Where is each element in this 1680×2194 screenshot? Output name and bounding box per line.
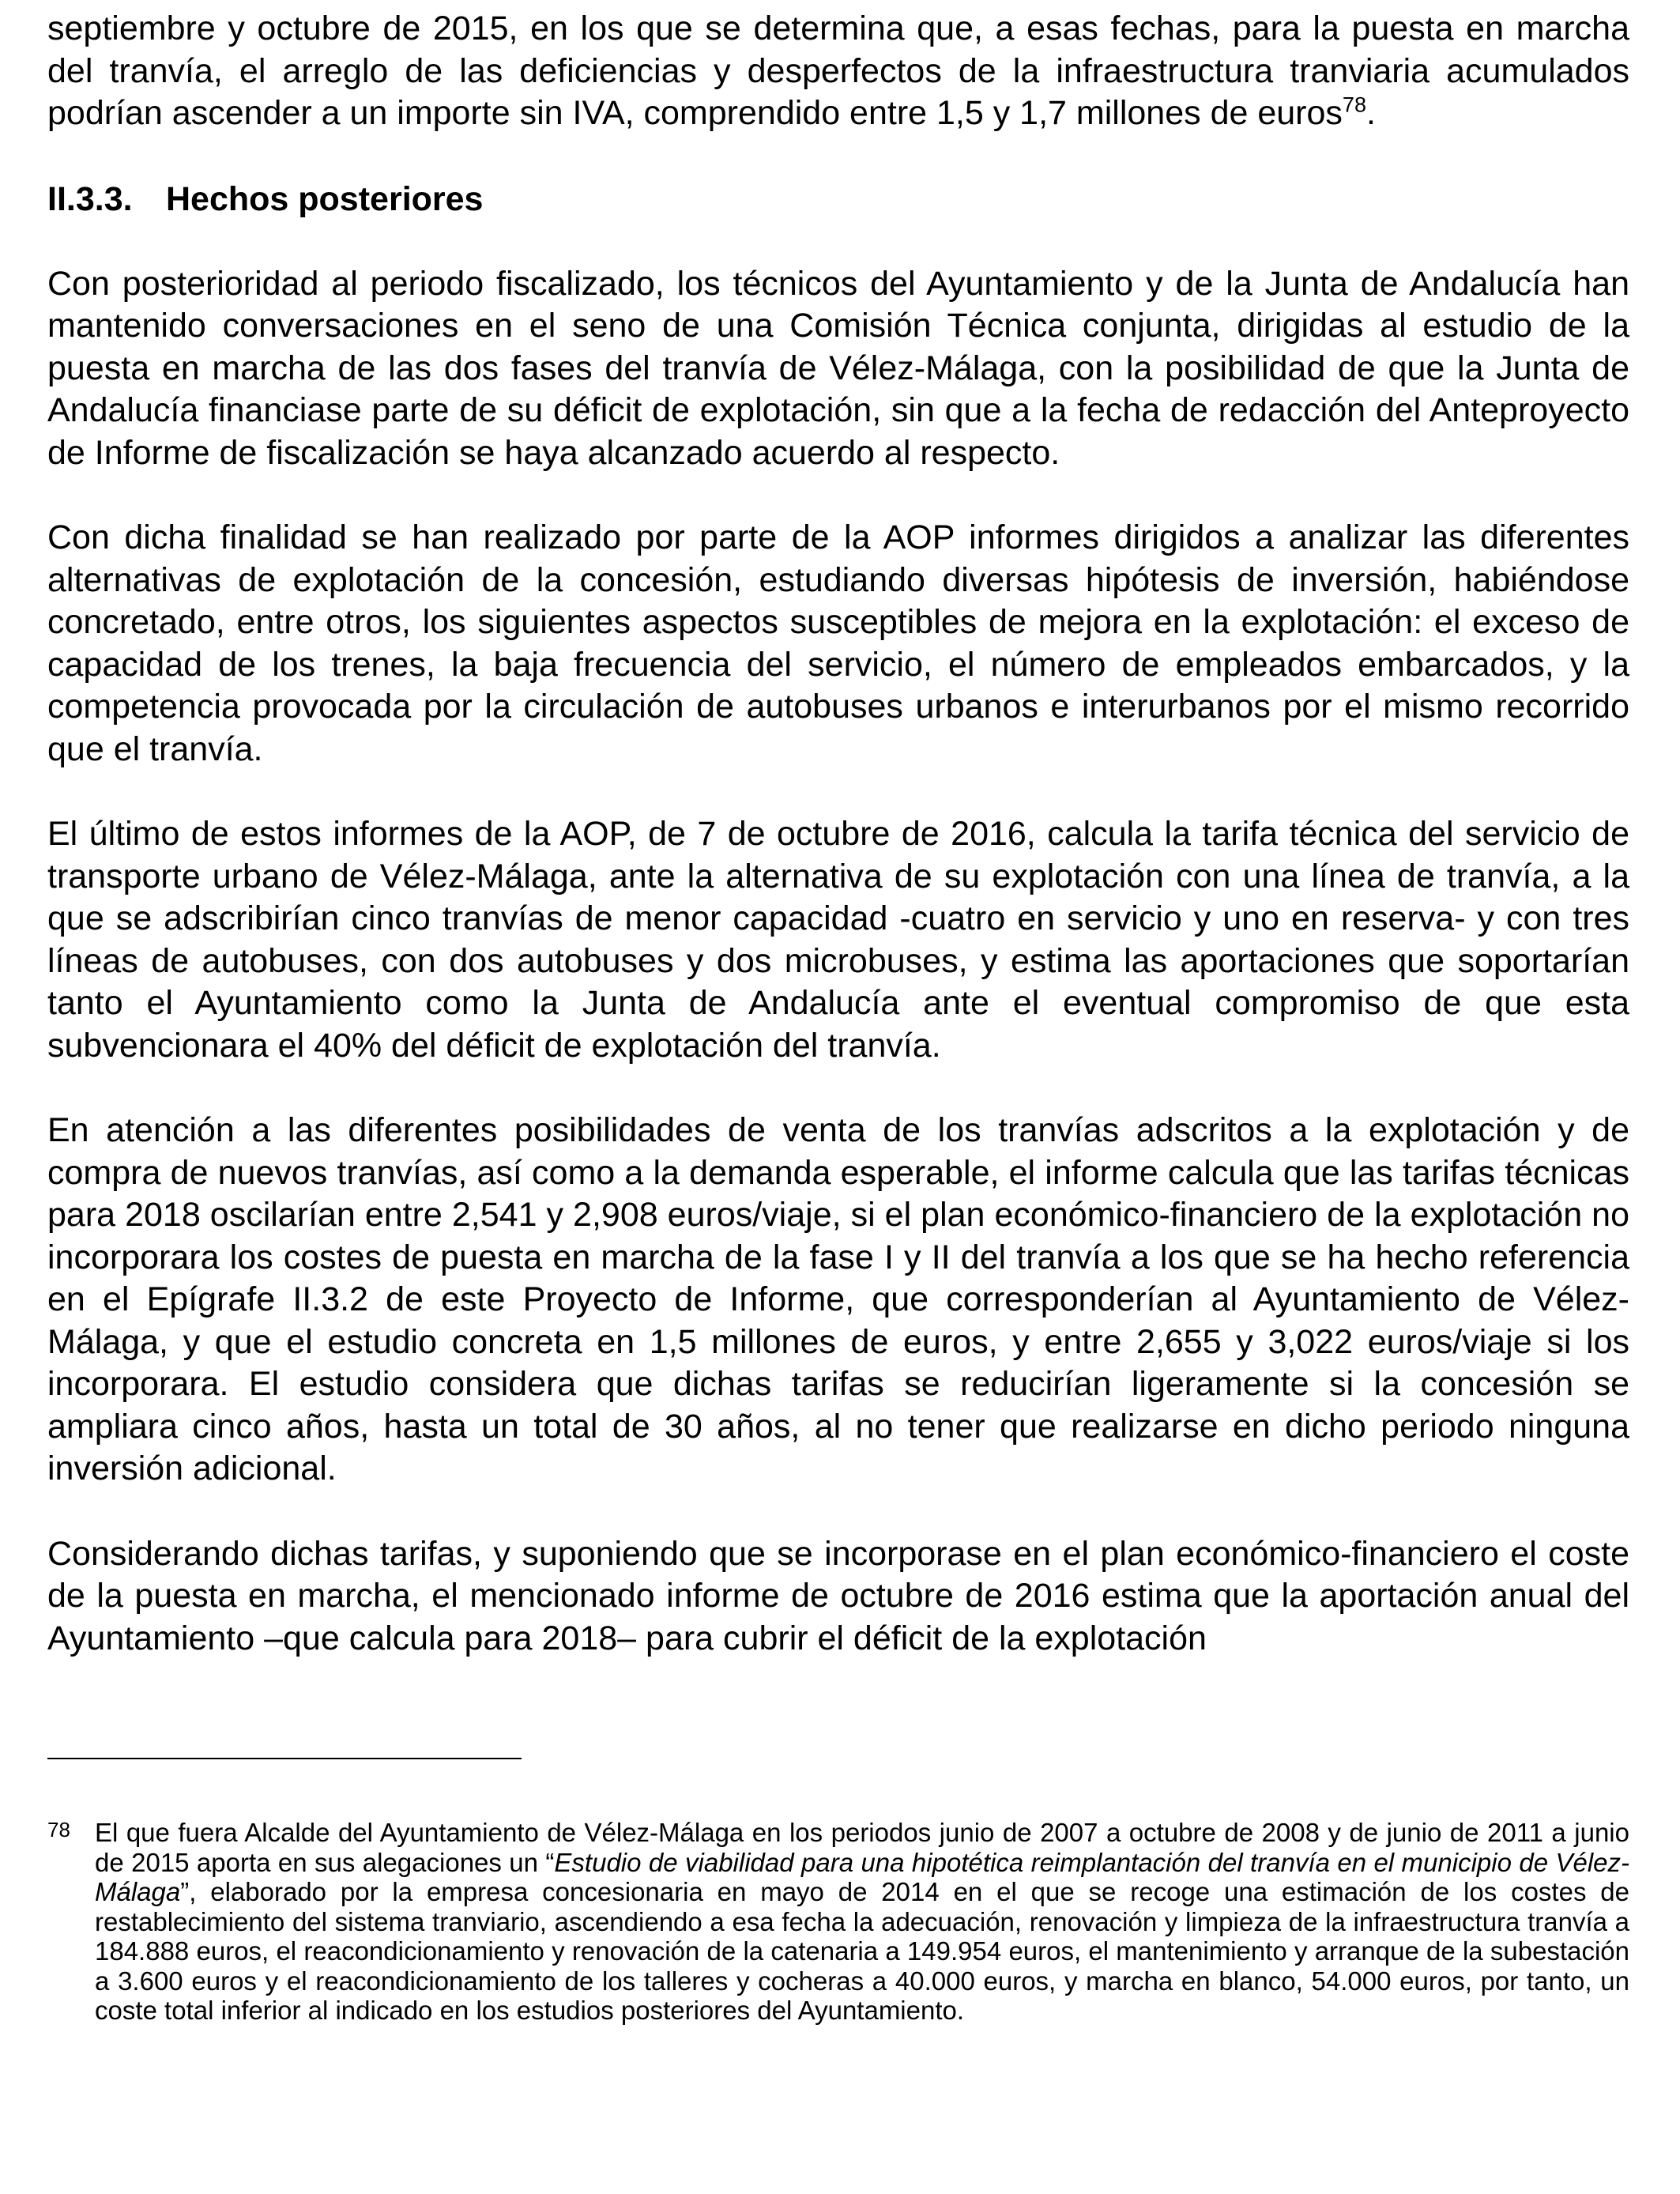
paragraph: Considerando dichas tarifas, y suponiendo que se incorporase en el plan económico-financiero el coste de la puesta en marcha, el mencionado informe de octubre de 2016 estima que la aportación anual del Ayuntamiento –que calcula para 2018– para cubrir el déficit de la explotación: [47, 1534, 1629, 1657]
footnote-text: [95, 1818, 1629, 2026]
paragraph: Con posterioridad al periodo fiscalizado, los técnicos del Ayuntamiento y de la Junta de Andalucía han mantenido conversaciones en el seno de una Comisión Técnica conjunta, dirigidas al estudio de la puesta en marcha de las dos fases del tranvía de Vélez-Málaga, con la posibilidad de que la Junta de Andalucía financiase parte de su déficit de explotación, sin que a la fecha de redacción del Anteproyecto de Informe de fiscalización se haya alcanzado acuerdo al respecto.: [47, 264, 1629, 472]
footnote-study-title: Estudio de viabilidad para una hipotética reimplantación del tranvía en el municipio de Vélez-Málaga: [95, 1847, 1629, 1906]
paragraph: Con dicha finalidad se han realizado por parte de la AOP informes dirigidos a analizar las diferentes alternativas de explotación de la concesión, estudiando diversas hipótesis de inversión, habiéndose concretado, entre otros, los siguientes aspectos susceptibles de mejora en la explotación: el exceso de capacidad de los trenes, la baja frecuencia del servicio, el número de empleados embarcados, y la competencia provocada por la circulación de autobuses urbanos e interurbanos por el mismo recorrido que el tranvía.: [47, 518, 1629, 768]
section-heading: [47, 178, 1629, 221]
section-title: Hechos posteriores: [166, 179, 484, 218]
footnote-area: [47, 1758, 1629, 2026]
paragraph-continuation-text: septiembre y octubre de 2015, en los que se determina que, a esas fechas, para la puesta en marcha del tranvía, el arreglo de las deficiencias y desperfectos de la infraestructura tranviaria acumulados podrían ascender a un importe sin IVA, comprendido entre 1,5 y 1,7 millones de euros: [47, 9, 1629, 132]
footnote-text-after: ”, elaborado por la empresa concesionaria en mayo de 2014 en el que se recoge una estimación de los costes de restablecimiento del sistema tranviario, ascendiendo a esa fecha la adecuación, renovación y limpieza de la infraestructura tranvía a 184.888 euros, el reacondicionamiento y renovación de la catenaria a 149.954 euros, el mantenimiento y arranque de la subestación a 3.600 euros y el reacondicionamiento de los talleres y cocheras a 40.000 euros, y marcha en blanco, 54.000 euros, por tanto, un coste total inferior al indicado en los estudios posteriores del Ayuntamiento.: [95, 1877, 1629, 2025]
paragraph: El último de estos informes de la AOP, de 7 de octubre de 2016, calcula la tarifa técnica del servicio de transporte urbano de Vélez-Málaga, ante la alternativa de su explotación con una línea de tranvía, a la que se adscribirían cinco tranvías de menor capacidad -cuatro en servicio y uno en reserva- y con tres líneas de autobuses, con dos autobuses y dos microbuses, y estima las aportaciones que soportarían tanto el Ayuntamiento como la Junta de Andalucía ante el eventual compromiso de que esta subvencionara el 40% del déficit de explotación del tranvía.: [47, 815, 1629, 1065]
section-number: II.3.3.: [47, 179, 133, 218]
footnote: [47, 1818, 1629, 2026]
paragraph-continuation-end: .: [1365, 94, 1376, 132]
footnote-text-before: El que fuera Alcalde del Ayuntamiento de Vélez-Málaga en los periodos junio de 2007 a octubre de 2008 y de junio de 2011 a junio de 2015 aporta en sus alegaciones un “: [95, 1818, 1629, 1877]
paragraph: En atención a las diferentes posibilidades de venta de los tranvías adscritos a la explotación y de compra de nuevos tranvías, así como a la demanda esperable, el informe calcula que las tarifas técnicas para 2018 oscilarían entre 2,541 y 2,908 euros/viaje, si el plan económico-financiero de la explotación no incorporara los costes de puesta en marcha de la fase I y II del tranvía a los que se ha hecho referencia en el Epígrafe II.3.2 de este Proyecto de Informe, que corresponderían al Ayuntamiento de Vélez-Málaga, y que el estudio concreta en 1,5 millones de euros, y entre 2,655 y 3,022 euros/viaje si los incorporara. El estudio considera que dichas tarifas se reducirían ligeramente si la concesión se ampliara cinco años, hasta un total de 30 años, al no tener que realizarse en dicho periodo ninguna inversión adicional.: [47, 1111, 1629, 1487]
footnote-separator: [47, 1758, 522, 1759]
footnote-reference: 78: [1342, 92, 1366, 117]
document-body: [47, 8, 1629, 1702]
footnote-mark: 78: [47, 1818, 70, 1842]
paragraph-continuation: [47, 8, 1629, 135]
